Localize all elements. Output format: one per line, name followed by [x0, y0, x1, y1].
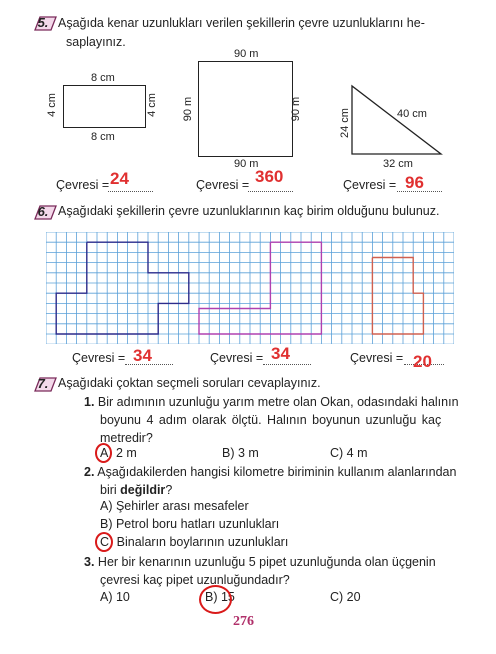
- cevre-label: Çevresi =: [343, 178, 397, 192]
- square-right-label: 90 m: [290, 96, 303, 122]
- option-1a[interactable]: A) 2 m: [100, 446, 137, 460]
- question-number: 7.: [37, 376, 49, 391]
- instruction-line: saplayınız.: [66, 35, 126, 49]
- question-6-instruction: Aşağıdaki şekillerin çevre uzunluklarının kaç birim olduğunu bulunuz.: [58, 204, 440, 218]
- option-3c[interactable]: C) 20: [330, 590, 361, 604]
- answer-dots: [108, 190, 153, 192]
- rect-bottom-label: 8 cm: [91, 131, 115, 143]
- cevre-label: Çevresi =: [210, 351, 264, 365]
- option-2b[interactable]: B) Petrol boru hatları uzunlukları: [100, 517, 280, 531]
- option-3b[interactable]: B) 15: [205, 590, 235, 604]
- item-number: 3.: [84, 555, 95, 569]
- question-7-instruction: Aşağıdaki çoktan seçmeli soruları cevaplayınız.: [58, 376, 321, 390]
- question-7-badge: [32, 375, 56, 393]
- answer-mark-circle: [95, 532, 113, 552]
- option-1c[interactable]: C) 4 m: [330, 446, 368, 460]
- triangle-bottom-label: 32 cm: [383, 158, 413, 170]
- answer-mark-circle: [199, 585, 232, 614]
- question-6-badge: [32, 203, 56, 221]
- mc-question-2: [84, 463, 464, 499]
- rectangle-shape: [63, 85, 146, 128]
- question-5-badge: [32, 14, 56, 32]
- answer-dots: [248, 190, 293, 192]
- instruction-line: Aşağıda kenar uzunlukları verilen şekillerin çevre uzunluklarını he-: [58, 16, 425, 30]
- item-number: 1.: [84, 395, 95, 409]
- mc-question-3: [84, 553, 464, 589]
- grid-shape-3: [372, 258, 423, 335]
- cevre-label: Çevresi =: [72, 351, 126, 365]
- cevre-label: Çevresi =: [350, 351, 404, 365]
- option-1b[interactable]: B) 3 m: [222, 446, 259, 460]
- grid-shape-1: [56, 242, 189, 334]
- triangle-hyp-label: 40 cm: [397, 108, 427, 120]
- answer-rect-perimeter: 24: [110, 169, 129, 188]
- question-text: Bir adımının uzunluğu yarım metre olan Okan, odasındaki halının: [97, 395, 459, 409]
- square-shape: [198, 61, 293, 157]
- option-3a[interactable]: A) 10: [100, 590, 130, 604]
- question-text: çevresi kaç pipet uzunluğundadır?: [100, 573, 290, 587]
- rect-top-label: 8 cm: [91, 72, 115, 84]
- question-text: ?: [165, 483, 173, 497]
- grid-lines: [46, 232, 454, 344]
- cevre-label: Çevresi =: [196, 178, 250, 192]
- answer-square-perimeter: 360: [255, 167, 284, 186]
- option-2a[interactable]: A) Şehirler arası mesafeler: [100, 499, 249, 513]
- question-text: Aşağıdakilerden hangisi kilometre biriminin kullanım alanlarından: [97, 465, 457, 479]
- answer-shape-1: 34: [133, 346, 152, 365]
- rect-left-label: 4 cm: [45, 93, 58, 117]
- question-text: biri: [100, 483, 121, 497]
- square-left-label: 90 m: [182, 96, 195, 122]
- answer-shape-3: 20: [413, 352, 432, 371]
- triangle-left-label: 24 cm: [338, 108, 351, 138]
- answer-mark-circle: [95, 443, 112, 463]
- option-2c[interactable]: C) Binaların boylarının uzunlukları: [100, 535, 289, 549]
- question-5-instruction: [58, 14, 478, 52]
- cevre-label: Çevresi =: [56, 178, 110, 192]
- question-number: 5.: [37, 15, 49, 30]
- question-number: 6.: [37, 204, 49, 219]
- answer-shape-2: 34: [271, 344, 290, 363]
- question-text: boyunu 4 adım olarak ölçtü. Halının boyunun uzunluğu kaç: [100, 413, 442, 427]
- square-bottom-label: 90 m: [234, 158, 259, 170]
- mc-question-1: [84, 393, 464, 447]
- emphasis-text: değildir: [120, 483, 166, 497]
- answer-triangle-perimeter: 96: [405, 173, 424, 192]
- rect-right-label: 4 cm: [145, 93, 158, 117]
- right-triangle-shape: [345, 80, 445, 160]
- item-number: 2.: [84, 465, 95, 479]
- question-text: metredir?: [100, 431, 153, 445]
- square-top-label: 90 m: [234, 48, 259, 60]
- page-number: 276: [233, 614, 254, 629]
- unit-grid: [46, 232, 454, 344]
- question-text: Her bir kenarının uzunluğu 5 pipet uzunluğunda olan üçgenin: [97, 555, 436, 569]
